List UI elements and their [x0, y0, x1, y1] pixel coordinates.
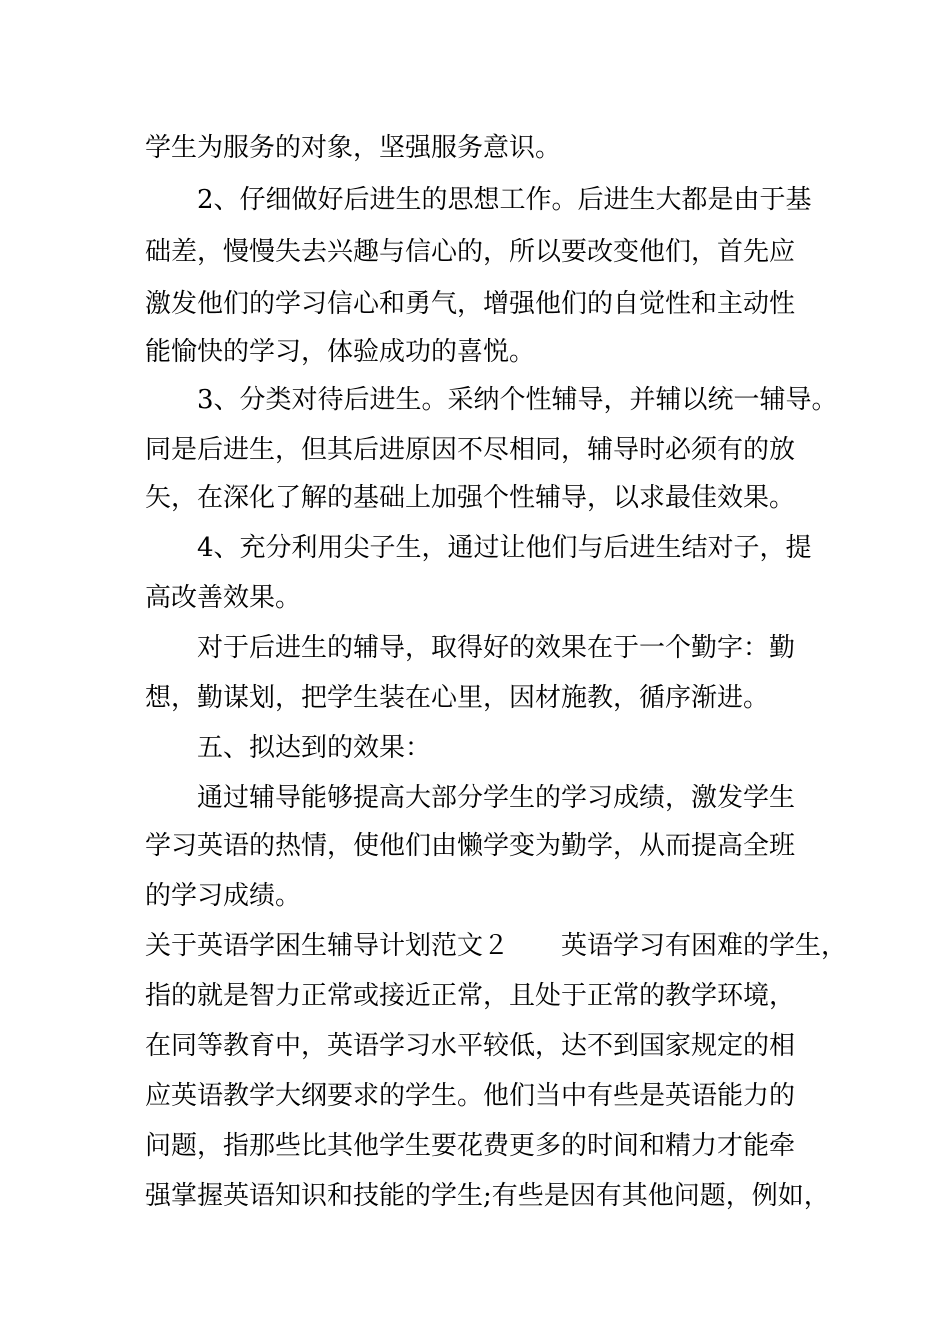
text-line: 高改善效果。 — [145, 583, 302, 613]
text-line: 应英语教学大纲要求的学生。他们当中有些是英语能力的 — [145, 1081, 796, 1111]
text-line: 问题，指那些比其他学生要花费更多的时间和精力才能牵 — [145, 1131, 796, 1161]
text-line: 能愉快的学习，体验成功的喜悦。 — [145, 337, 536, 367]
text-line: 激发他们的学习信心和勇气，增强他们的自觉性和主动性 — [145, 289, 796, 319]
text-line: 对于后进生的辅导，取得好的效果在于一个勤字：勤 — [197, 633, 796, 663]
text-line: 3、分类对待后进生。采纳个性辅导，并辅以统一辅导。 — [197, 385, 838, 415]
text-line: 的学习成绩。 — [145, 881, 302, 911]
text-line: 2、仔细做好后进生的思想工作。后进生大都是由于基 — [197, 185, 812, 215]
text-line: 指的就是智力正常或接近正常，且处于正常的教学环境， — [145, 981, 796, 1011]
section-heading: 五、拟达到的效果： — [197, 733, 432, 763]
text-line: 在同等教育中，英语学习水平较低，达不到国家规定的相 — [145, 1031, 796, 1061]
text-line: 强掌握英语知识和技能的学生;有些是因有其他问题，例如， — [145, 1181, 830, 1211]
text-line: 础差，慢慢失去兴趣与信心的，所以要改变他们，首先应 — [145, 237, 796, 267]
text-line: 学生为服务的对象，坚强服务意识。 — [145, 133, 562, 163]
text-line: 想，勤谋划，把学生装在心里，因材施教，循序渐进。 — [145, 683, 770, 713]
text-line: 学习英语的热情，使他们由懒学变为勤学，从而提高全班 — [145, 831, 796, 861]
text-line: 通过辅导能够提高大部分学生的学习成绩，激发学生 — [197, 783, 796, 813]
text-line: 关于英语学困生辅导计划范文２ 英语学习有困难的学生， — [145, 931, 848, 961]
text-line: 同是后进生，但其后进原因不尽相同，辅导时必须有的放 — [145, 435, 796, 465]
text-line: 4、充分利用尖子生，通过让他们与后进生结对子，提 — [197, 533, 812, 563]
text-line: 矢，在深化了解的基础上加强个性辅导，以求最佳效果。 — [145, 483, 796, 513]
